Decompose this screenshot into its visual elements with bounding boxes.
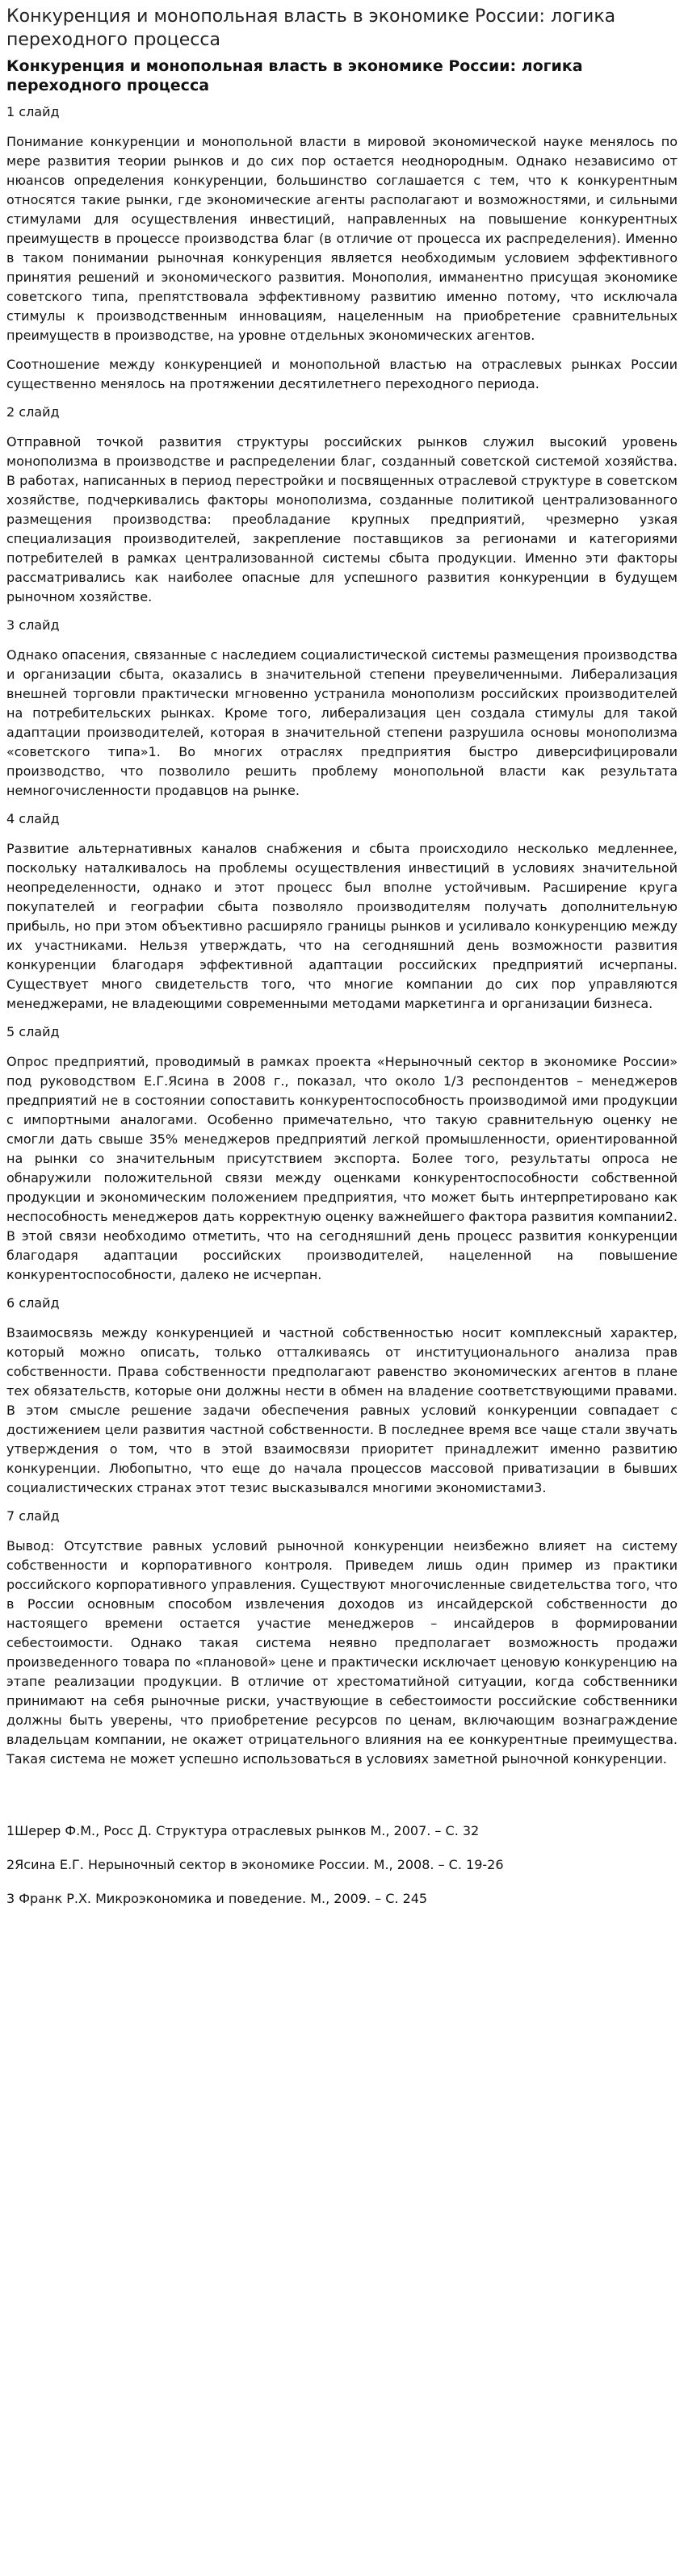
paragraph: Понимание конкуренции и монопольной власти в мировой экономической науке менялось по мере развития теории рынков и до сих пор остается неоднородным. Однако независимо от нюансов определения конкуренции, большинство соглашается с тем, что к конкурентным относятся такие рынки, где экономические агенты располагают и возможностями, и сильными стимулами для осуществления инвестиций, направленных на повышение конкурентных преимуществ в процессе производства благ (в отличие от процесса их распределения). Именно в таком понимании рыночная конкуренция является необходимым условием эффективного принятия решений и экономического развития. Монополия, имманентно присущая экономике советского типа, препятствовала эффективному развитию именно потому, что исключала стимулы к производственным инновациям, нацеленным на приобретение сравнительных преимуществ в производстве, на уровне отдельных экономических агентов. bbox=[6, 134, 678, 343]
footnote-spacer bbox=[6, 1779, 678, 1811]
document-heading: Конкуренция и монопольная власть в экономике России: логика переходного процесса bbox=[6, 57, 583, 94]
paragraph: Опрос предприятий, проводимый в рамках проекта «Нерыночный сектор в экономике России» под руководством Е.Г.Ясина в 2008 г., показал, что около 1/3 респондентов – менеджеров предприятий не в состоянии сопоставить конкурентоспособность производимой ими продукции с импортными аналогами. Особенно примечательно, что такую сравнительную оценку не смогли дать свыше 35% менеджеров предприятий легкой промышленности, ориентированной на рынки со значительным присутствием экспорта. Более того, результаты опроса не обнаружили положительной связи между оценками конкурентоспособности собственной продукции и экономическим положением предприятия, что может быть интерпретировано как неспособность менеджеров дать корректную оценку важнейшего фактора развития компании2. В этой связи необходимо отметить, что на сегодняшний день процесс развития конкуренции благодаря адаптации российских производителей, нацеленной на повышение конкурентоспособности, далеко не исчерпан. bbox=[6, 1054, 678, 1282]
footnotes bbox=[6, 1822, 678, 1908]
slide-section-7 bbox=[6, 1508, 678, 1769]
slide-label: 1 слайд bbox=[6, 104, 60, 119]
slide-section-1 bbox=[6, 103, 678, 394]
slide-label: 6 слайд bbox=[6, 1295, 60, 1311]
paragraph: Отправной точкой развития структуры российских рынков служил высокий уровень монополизма в производстве и распределении благ, созданный советской системой хозяйства. В работах, написанных в период перестройки и посвященных отраслевой структуре в советском хозяйстве, подчеркивались факторы монополизма, созданные политикой централизованного размещения производства: преобладание крупных предприятий, чрезмерно узкая специализация производителей, закрепление поставщиков за регионами и категориями потребителей в рамках централизованной системы сбыта продукции. Именно эти факторы рассматривались как наиболее опасные для успешного развития конкуренции в будущем рыночном хозяйстве. bbox=[6, 434, 678, 604]
slide-section-2 bbox=[6, 404, 678, 607]
slide-section-6 bbox=[6, 1294, 678, 1498]
footnote-item: 2Ясина Е.Г. Нерыночный сектор в экономике России. М., 2008. – С. 19-26 bbox=[6, 1857, 504, 1872]
slide-label: 5 слайд bbox=[6, 1024, 60, 1039]
slide-label: 2 слайд bbox=[6, 404, 60, 420]
slide-label: 4 слайд bbox=[6, 811, 60, 826]
slide-label: 7 слайд bbox=[6, 1508, 60, 1524]
slide-label: 3 слайд bbox=[6, 617, 60, 633]
footnote-item: 1Шерер Ф.М., Росс Д. Структура отраслевых рынков М., 2007. – С. 32 bbox=[6, 1823, 480, 1838]
slide-section-3 bbox=[6, 617, 678, 801]
document-title: Конкуренция и монопольная власть в экономике России: логика переходного процесса bbox=[6, 6, 616, 50]
paragraph: Соотношение между конкуренцией и монопольной властью на отраслевых рынках России существенно менялось на протяжении десятилетнего переходного периода. bbox=[6, 357, 678, 391]
paragraph: Развитие альтернативных каналов снабжения и сбыта происходило несколько медленнее, поскольку наталкивалось на проблемы осуществления инвестиций в условиях значительной неопределенности, однако и этот процесс был вполне устойчивым. Расширение круга покупателей и географии сбыта позволяло производителям получать дополнительную прибыль, но при этом объективно расширяло границы рынков и усиливало конкуренцию между их участниками. Нельзя утверждать, что на сегодняшний день возможности развития конкуренции благодаря эффективной адаптации российских предприятий исчерпаны. Существует много свидетельств того, что многие компании до сих пор управляются менеджерами, не владеющими современными методами маркетинга и организации бизнеса. bbox=[6, 841, 678, 1011]
slide-section-4 bbox=[6, 810, 678, 1014]
footnote-item: 3 Франк Р.Х. Микроэкономика и поведение. М., 2009. – С. 245 bbox=[6, 1891, 428, 1906]
paragraph: Однако опасения, связанные с наследием социалистической системы размещения производства и организации сбыта, оказались в значительной степени преувеличенными. Либерализация внешней торговли практически мгновенно устранила монополизм российских производителей на потребительских рынках. Кроме того, либерализация цен создала стимулы для такой адаптации производителей, которая в значительной степени разрушила основы монополизма «советского типа»1. Во многих отраслях предприятия быстро диверсифицировали производство, что позволило решить проблему монопольной власти как результата немногочисленности продавцов на рынке. bbox=[6, 647, 678, 798]
slide-section-5 bbox=[6, 1023, 678, 1285]
paragraph: Вывод: Отсутствие равных условий рыночной конкуренции неизбежно влияет на систему собственности и корпоративного контроля. Приведем лишь один пример из практики российского корпоративного управления. Существуют многочисленные свидетельства того, что в России основным способом извлечения доходов из инсайдерской собственности до настоящего времени остается участие менеджеров – инсайдеров в формировании себестоимости. Однако такая система неявно предполагает возможность продажи произведенного товара по «плановой» цене и практически исключает ценовую конкуренцию на этапе реализации продукции. В отличие от хрестоматийной ситуации, когда собственники принимают на себя рыночные риски, участвующие в себестоимости российские собственники должны быть уверены, что приобретение ресурсов по ценам, включающим вознаграждение владельцам компании, не окажет отрицательного влияния на ее конкурентные преимущества. Такая система не может успешно использоваться в условиях заметной рыночной конкуренции. bbox=[6, 1538, 678, 1767]
paragraph: Взаимосвязь между конкуренцией и частной собственностью носит комплексный характер, который можно описать, только отталкиваясь от институционального анализа прав собственности. Права собственности предполагают равенство экономических агентов в плане тех обязательств, которые они должны нести в обмен на владение соответствующими правами. В этом смысле решение задачи обеспечения равных условий конкуренции совпадает с достижением цели развития частной собственности. В последнее время все чаще стали звучать утверждения о том, что в этой взаимосвязи приоритет принадлежит именно развитию конкуренции. Любопытно, что еще до начала процессов массовой приватизации в бывших социалистических странах этот тезис высказывался многими экономистами3. bbox=[6, 1325, 678, 1495]
